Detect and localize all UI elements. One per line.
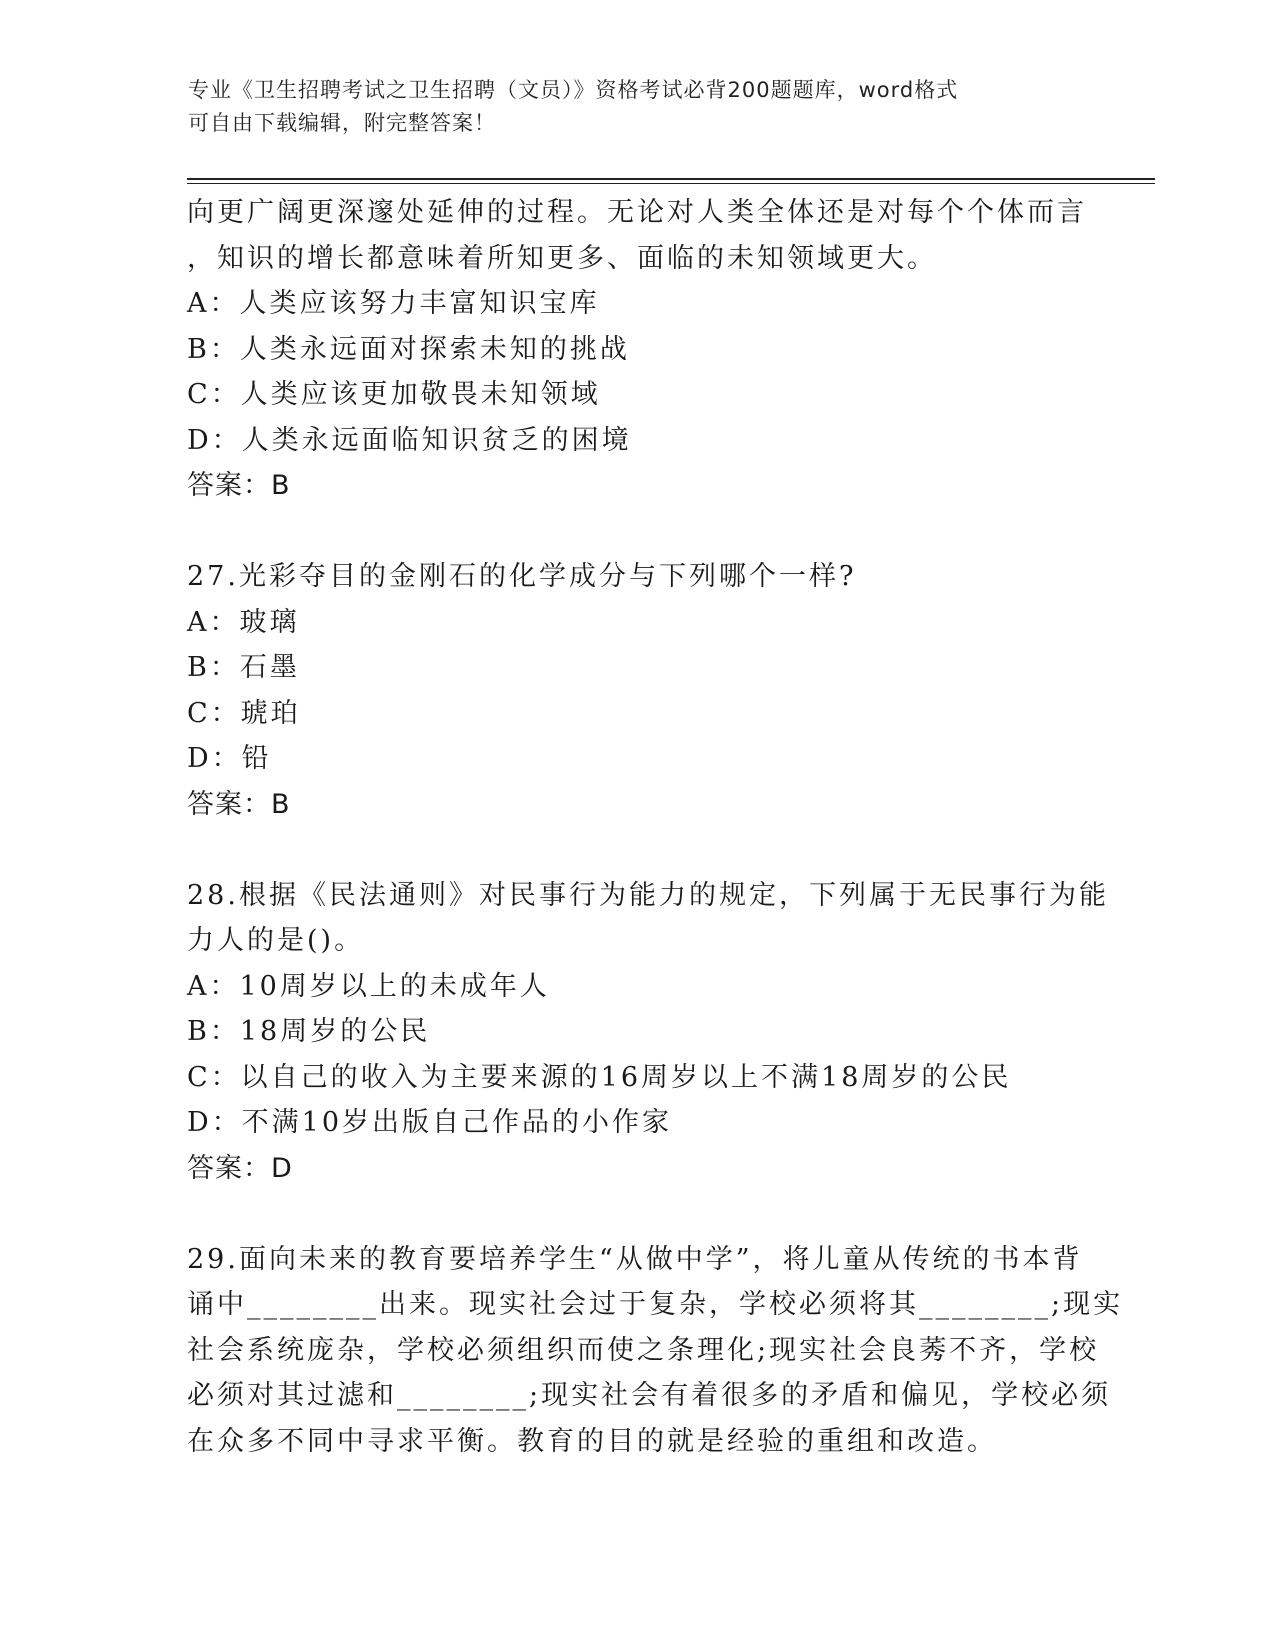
answer-line: 答案：D [187, 1152, 293, 1184]
document-content [187, 190, 1124, 1464]
document-header [188, 74, 1068, 140]
question-27 [187, 554, 1087, 827]
answer-line: 答案：B [187, 788, 291, 820]
option-b: B：人类永远面对探索未知的挑战 [187, 333, 630, 365]
option-d: D：铅 [187, 743, 272, 774]
option-a: A：10周岁以上的未成年人 [187, 970, 550, 1002]
option-c: C：以自己的收入为主要来源的16周岁以上不满18周岁的公民 [187, 1061, 1012, 1093]
spacer [187, 509, 1087, 555]
question-28 [187, 873, 1109, 1192]
question-text-line: 诵中________出来。现实社会过于复杂，学校必须将其________;现实 [187, 1289, 1124, 1320]
question-text-line: 28.根据《民法通则》对民事行为能力的规定，下列属于无民事行为能 [187, 879, 1109, 911]
question-text-line: 社会系统庞杂，学校必须组织而使之条理化;现实社会良莠不齐，学校 [187, 1334, 1100, 1366]
question-text-line: 力人的是()。 [187, 925, 365, 956]
answer-line: 答案：B [187, 470, 291, 501]
option-c: C：人类应该更加敬畏未知领域 [187, 379, 601, 410]
question-text-line: 在众多不同中寻求平衡。教育的目的就是经验的重组和改造。 [187, 1425, 997, 1457]
option-b: B：18周岁的公民 [187, 1016, 431, 1047]
question-29 [187, 1237, 1124, 1465]
question-text-line: 29.面向未来的教育要培养学生“从做中学”，将儿童从传统的书本背 [187, 1243, 1083, 1275]
option-c: C：琥珀 [187, 697, 301, 729]
spacer [187, 1191, 1087, 1237]
question-text-line: 27.光彩夺目的金刚石的化学成分与下列哪个一样? [187, 561, 857, 592]
question-text-line: 必须对其过滤和________;现实社会有着很多的矛盾和偏见，学校必须 [187, 1380, 1112, 1411]
option-a: A：玻璃 [187, 606, 300, 638]
question-text-line: 向更广阔更深邃处延伸的过程。无论对人类全体还是对每个个体而言 [187, 197, 1087, 228]
option-a: A：人类应该努力丰富知识宝库 [187, 288, 600, 319]
option-b: B：石墨 [187, 652, 300, 683]
question-text-line: ，知识的增长都意味着所知更多、面临的未知领域更大。 [187, 242, 937, 274]
option-d: D：人类永远面临知识贫乏的困境 [187, 424, 632, 456]
header-divider-thin [187, 183, 1155, 184]
spacer [187, 827, 1087, 873]
header-divider-thick [187, 178, 1155, 180]
header-title-line-2: 可自由下载编辑，附完整答案！ [188, 111, 496, 135]
option-d: D：不满10岁出版自己作品的小作家 [187, 1107, 673, 1138]
header-title-line-1: 专业《卫生招聘考试之卫生招聘（文员）》资格考试必背200题题库，word格式 [188, 78, 959, 102]
question-continuation [187, 190, 1087, 509]
